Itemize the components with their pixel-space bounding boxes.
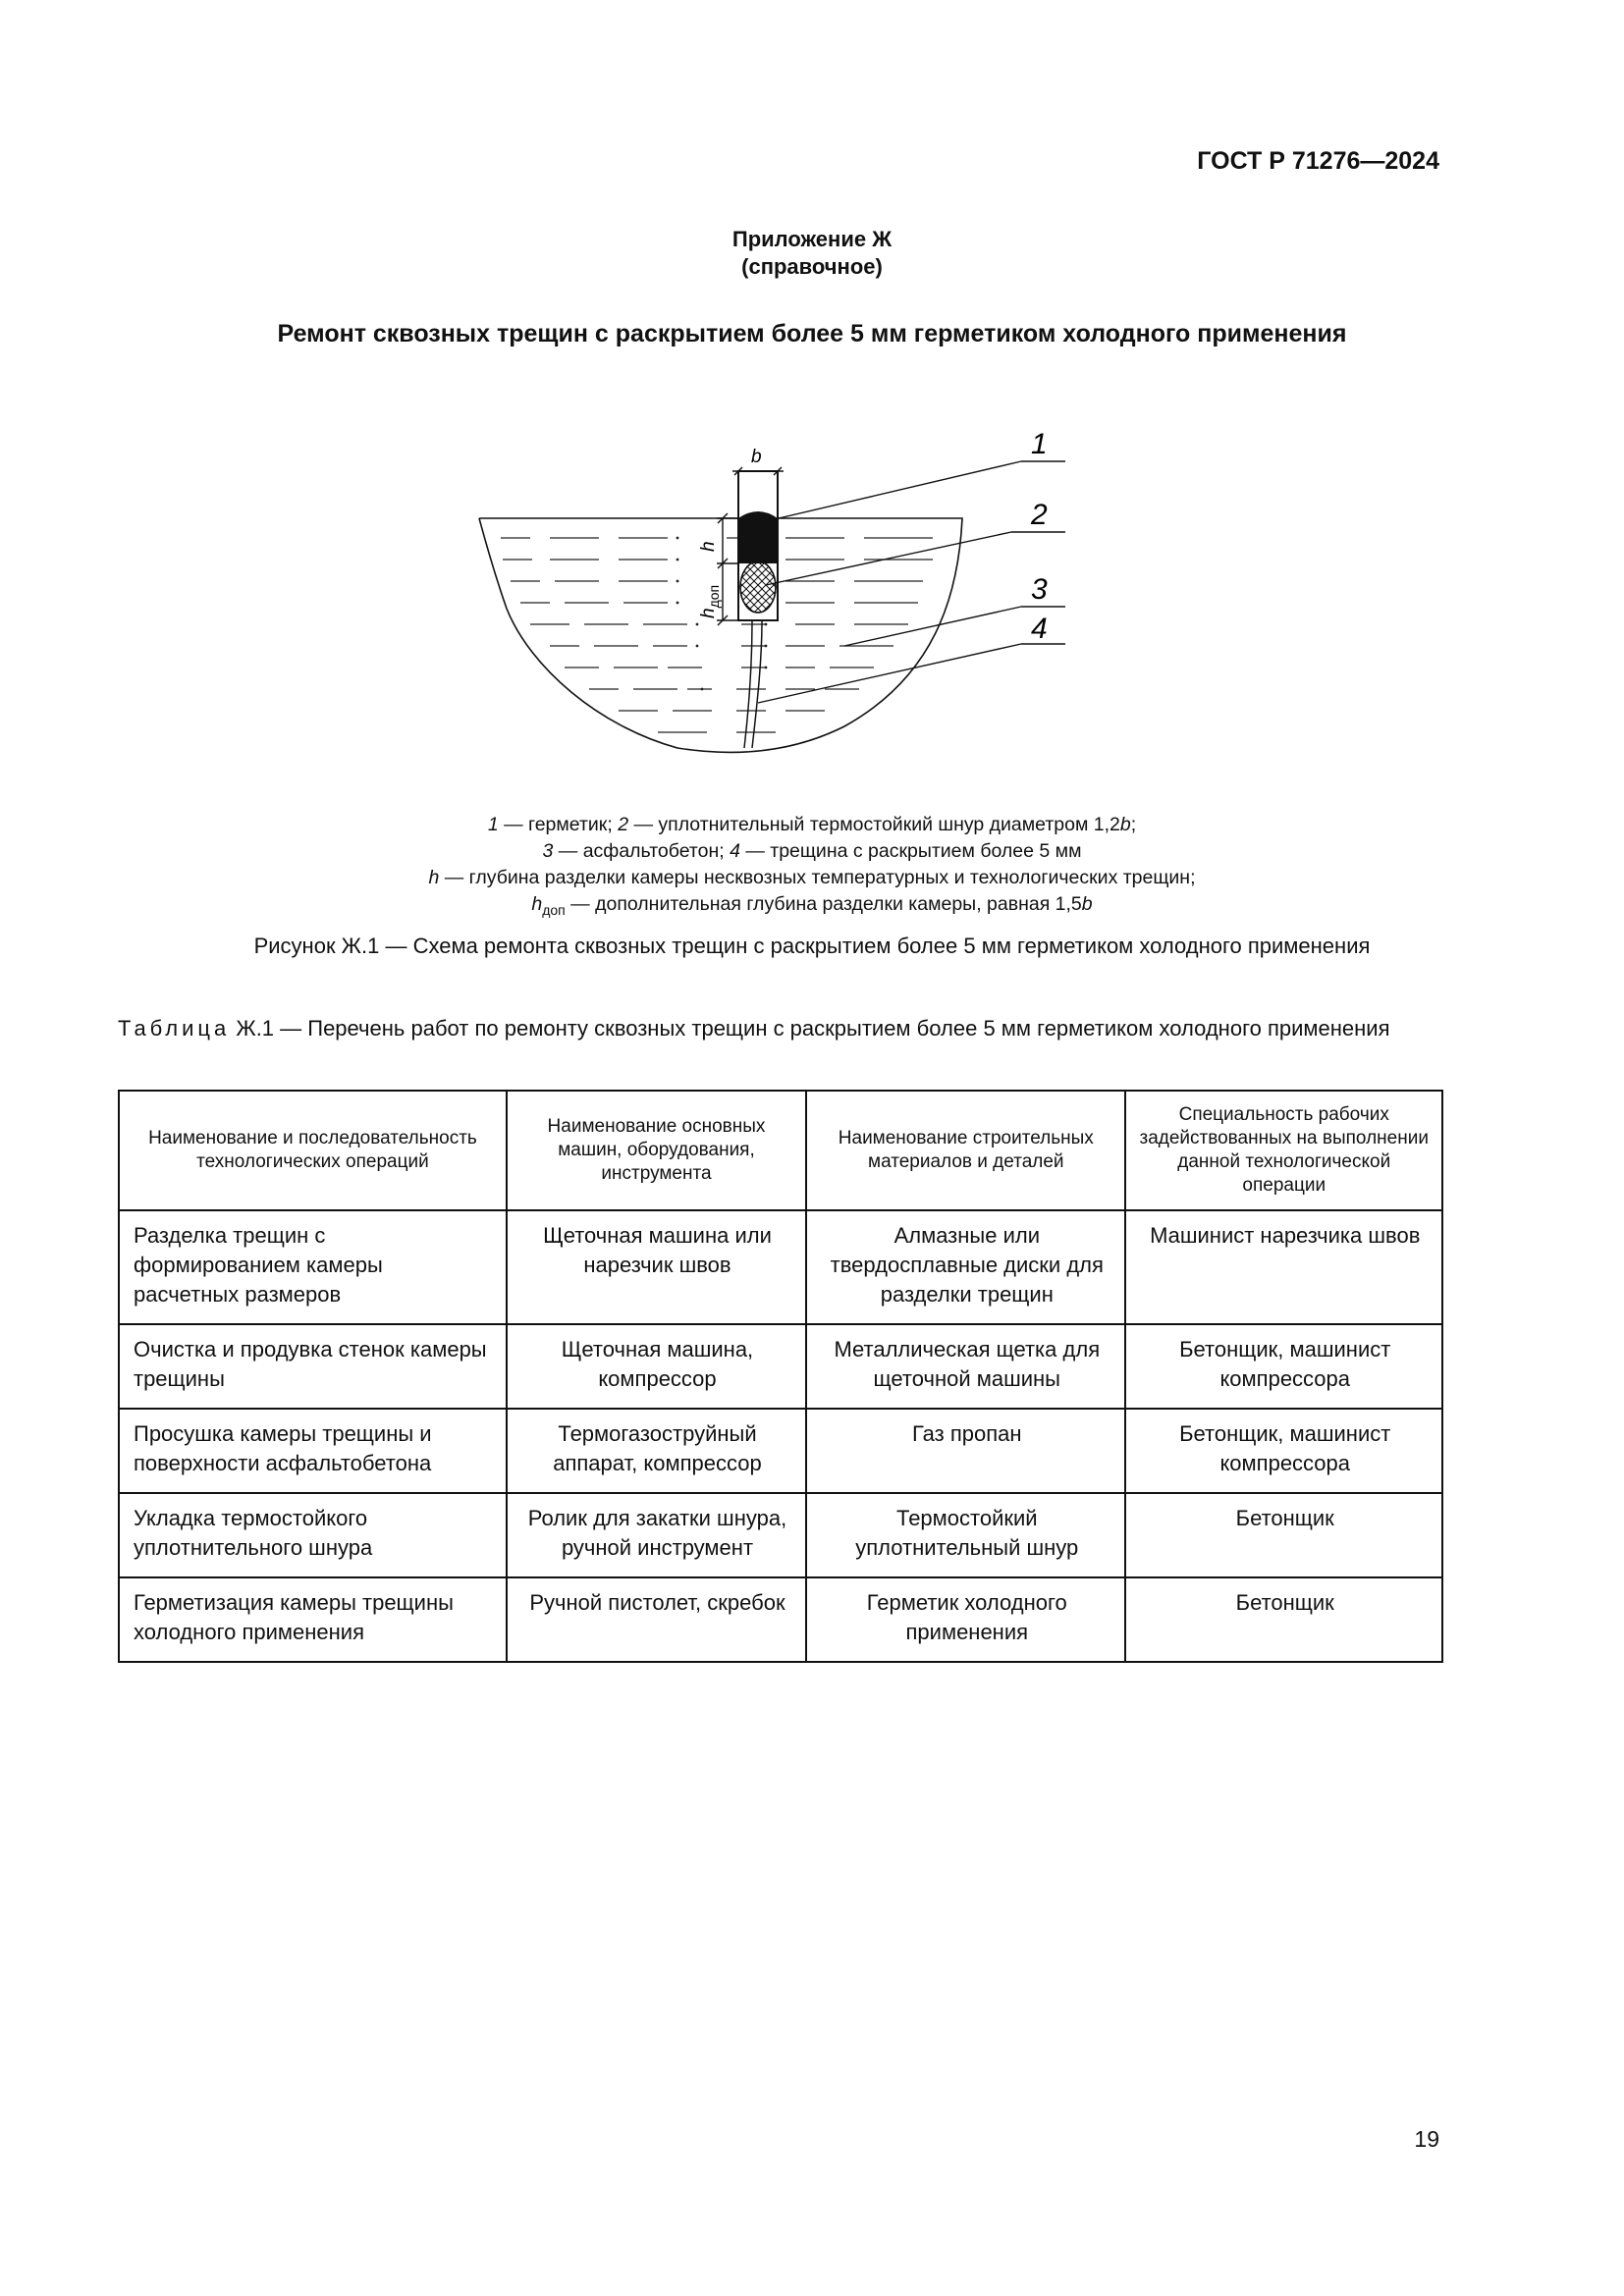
cell-materials: Алмазные или твердосплавные диски для разделки трещин bbox=[806, 1210, 1125, 1324]
cell-operation: Укладка термостойкого уплотнительного шнура bbox=[119, 1493, 507, 1577]
repair-diagram bbox=[471, 432, 1080, 785]
cell-materials: Металлическая щетка для щеточной машины bbox=[806, 1324, 1125, 1409]
cell-machines: Ролик для закатки шнура, ручной инструмент bbox=[507, 1493, 806, 1577]
figure-legend bbox=[0, 812, 1624, 924]
cell-materials: Герметик холодного применения bbox=[806, 1577, 1125, 1662]
table-title: Таблица Ж.1 — Перечень работ по ремонту сквозных трещин с раскрытием более 5 мм герметиком холодного применения bbox=[118, 1016, 1390, 1041]
callout-4: 4 bbox=[1031, 613, 1048, 645]
standard-number: ГОСТ Р 71276—2024 bbox=[1197, 147, 1439, 175]
table-row bbox=[119, 1210, 1442, 1324]
cell-specialty: Машинист нарезчика швов bbox=[1125, 1210, 1442, 1324]
table-row bbox=[119, 1493, 1442, 1577]
annex-status: (справочное) bbox=[741, 254, 883, 279]
callout-2: 2 bbox=[1031, 499, 1048, 531]
cell-operation: Разделка трещин с формированием камеры расчетных размеров bbox=[119, 1210, 507, 1324]
cell-materials: Газ пропан bbox=[806, 1409, 1125, 1493]
cell-operation: Очистка и продувка стенок камеры трещины bbox=[119, 1324, 507, 1409]
legend-line-1: 1 — герметик; 2 — уплотнительный термостойкий шнур диаметром 1,2b; bbox=[487, 814, 1137, 835]
cell-specialty: Бетонщик bbox=[1125, 1577, 1442, 1662]
label-h: h bbox=[698, 541, 719, 552]
header-machines: Наименование основных машин, оборудования, инструмента bbox=[507, 1091, 806, 1210]
cell-operation: Просушка камеры трещины и поверхности асфальтобетона bbox=[119, 1409, 507, 1493]
leader-lines bbox=[758, 461, 1065, 703]
cell-specialty: Бетонщик, машинист компрессора bbox=[1125, 1324, 1442, 1409]
callout-3: 3 bbox=[1031, 573, 1048, 606]
cell-machines: Щеточная машина или нарезчик швов bbox=[507, 1210, 806, 1324]
callout-1: 1 bbox=[1031, 432, 1048, 460]
table-header-row bbox=[119, 1091, 1442, 1210]
figure-caption: Рисунок Ж.1 — Схема ремонта сквозных трещин с раскрытием более 5 мм герметиком холодного применения bbox=[253, 934, 1371, 958]
document-title: Ремонт сквозных трещин с раскрытием более 5 мм герметиком холодного применения bbox=[277, 320, 1347, 347]
header-materials: Наименование строительных материалов и деталей bbox=[806, 1091, 1125, 1210]
annex-title: Приложение Ж bbox=[731, 227, 893, 251]
cell-specialty: Бетонщик bbox=[1125, 1493, 1442, 1577]
table-row bbox=[119, 1324, 1442, 1409]
crack bbox=[744, 620, 762, 748]
cell-machines: Ручной пистолет, скребок bbox=[507, 1577, 806, 1662]
table-row bbox=[119, 1577, 1442, 1662]
legend-line-3: h — глубина разделки камеры несквозных температурных и технологических трещин; bbox=[428, 867, 1196, 888]
label-h-dop: $h_{доп}$ bbox=[698, 584, 722, 618]
cell-materials: Термостойкий уплотнительный шнур bbox=[806, 1493, 1125, 1577]
cell-machines: Щеточная машина, компрессор bbox=[507, 1324, 806, 1409]
table-row bbox=[119, 1409, 1442, 1493]
header-specialty: Специальность рабочих задействованных на выполнении данной технологической операции bbox=[1125, 1091, 1442, 1210]
page-number: 19 bbox=[1414, 2126, 1439, 2152]
legend-line-2: 3 — асфальтобетон; 4 — трещина с раскрытием более 5 мм bbox=[542, 840, 1082, 862]
legend-line-4: $h_{доп}$ — дополнительная глубина разделки камеры, равная 1,5b bbox=[531, 893, 1093, 918]
works-table bbox=[118, 1090, 1443, 1663]
cell-operation: Герметизация камеры трещины холодного применения bbox=[119, 1577, 507, 1662]
asphalt-layer-lines bbox=[501, 538, 933, 732]
header-operations: Наименование и последовательность технологических операций bbox=[119, 1091, 507, 1210]
cell-specialty: Бетонщик, машинист компрессора bbox=[1125, 1409, 1442, 1493]
cell-machines: Термогазоструйный аппарат, компрессор bbox=[507, 1409, 806, 1493]
label-b: b bbox=[751, 447, 762, 467]
annex-heading bbox=[0, 226, 1624, 281]
